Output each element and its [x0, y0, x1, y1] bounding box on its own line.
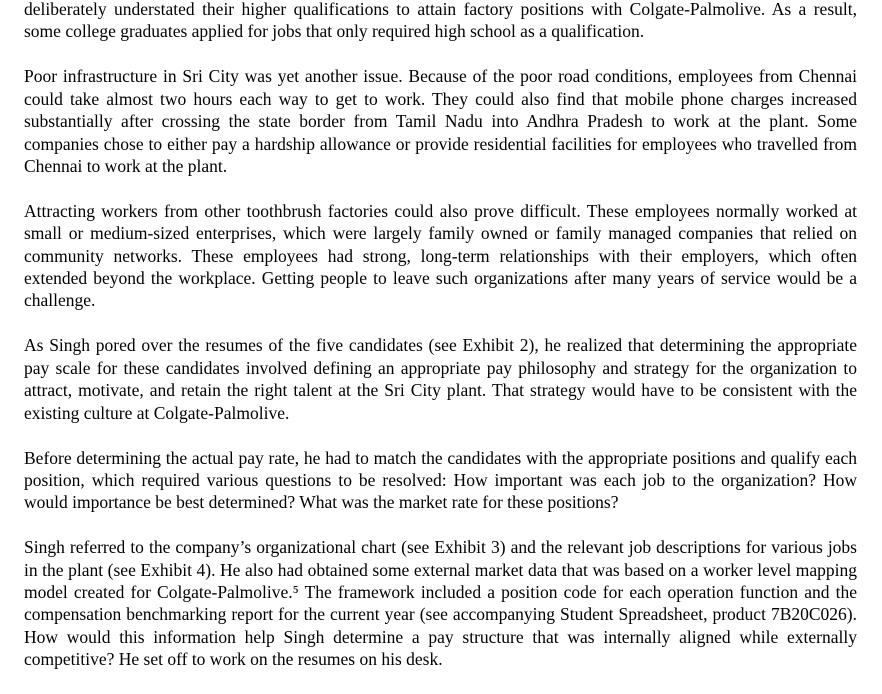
text-line: companies that relied on community networks. These employees had strong, long-term relationships with [24, 223, 858, 266]
text-line: have to be consistent with the existing culture at Colgate-Palmolive. [24, 380, 858, 423]
text-line: after many years of service would be a challenge. [24, 268, 857, 311]
document-page [24, 0, 857, 671]
text-line: appropriate pay scale for these candidates involved defining an appropriate pay philosophy and strategy for [24, 335, 858, 378]
paragraph-2 [24, 65, 857, 177]
text-line: for employees who travelled from Chennai to work at the plant. [24, 133, 857, 176]
paragraph-6 [24, 536, 857, 670]
text-line: As Singh pored over the resumes of the five candidates (see Exhibit 2), he realized that determining the [24, 335, 772, 356]
text-line: Student Spreadsheet, product 7B20C026). How would this information help Singh determine a pay structure [24, 604, 858, 647]
text-line: Attracting workers from other toothbrush factories could also prove difficult. These employees normally [24, 200, 780, 221]
text-line: result, some college graduates applied for jobs that only required high school as a qualification. [24, 0, 857, 42]
text-line: qualify each position, which required various questions to be resolved: How important was each job to the [24, 447, 858, 490]
text-line: the organization to attract, motivate, and retain the right talent at the Sri City plant. That strategy would [24, 357, 857, 401]
text-line: worker level mapping model created for Colgate-Palmolive.⁵ The framework included a position code for [24, 559, 858, 603]
paragraph-3 [24, 200, 857, 312]
text-line: Chennai could take almost two hours each way to get to work. They could also find that mobile phone [24, 66, 857, 109]
text-line: their employers, which often extended beyond the workplace. Getting people to leave such organizations [24, 245, 857, 289]
text-line: that was internally aligned while externally competitive? He set off to work on the resumes on his desk. [24, 626, 857, 670]
text-line: charges increased substantially after crossing the state border from Tamil Nadu into Andhra Pradesh to [24, 88, 857, 132]
paragraph-1 [24, 0, 857, 43]
text-line: Singh referred to the company’s organizational chart (see Exhibit 3) and the relevant job descriptions for [24, 537, 767, 558]
paragraph-4 [24, 334, 857, 424]
paragraph-5 [24, 447, 857, 514]
text-line: deliberately understated their higher qualifications to attain factory positions with Colgate-Palmolive. As a [24, 0, 807, 19]
text-line: various jobs in the plant (see Exhibit 4). He also had obtained some external market data that was based on a [24, 537, 857, 580]
text-line: work at the plant. Some companies chose to either pay a hardship allowance or provide residential facilities [24, 111, 858, 154]
text-line: organization? How would importance be best determined? What was the market rate for these positions? [24, 469, 858, 513]
text-line: each operation function and the compensation benchmarking report for the current year (see accompanying [24, 582, 857, 625]
text-line: Before determining the actual pay rate, he had to match the candidates with the appropriate positions and [24, 447, 766, 468]
text-line: worked at small or medium-sized enterprises, which were largely family owned or family managed [24, 200, 858, 244]
text-line: Poor infrastructure in Sri City was yet another issue. Because of the poor road conditions, employees from [24, 66, 793, 87]
